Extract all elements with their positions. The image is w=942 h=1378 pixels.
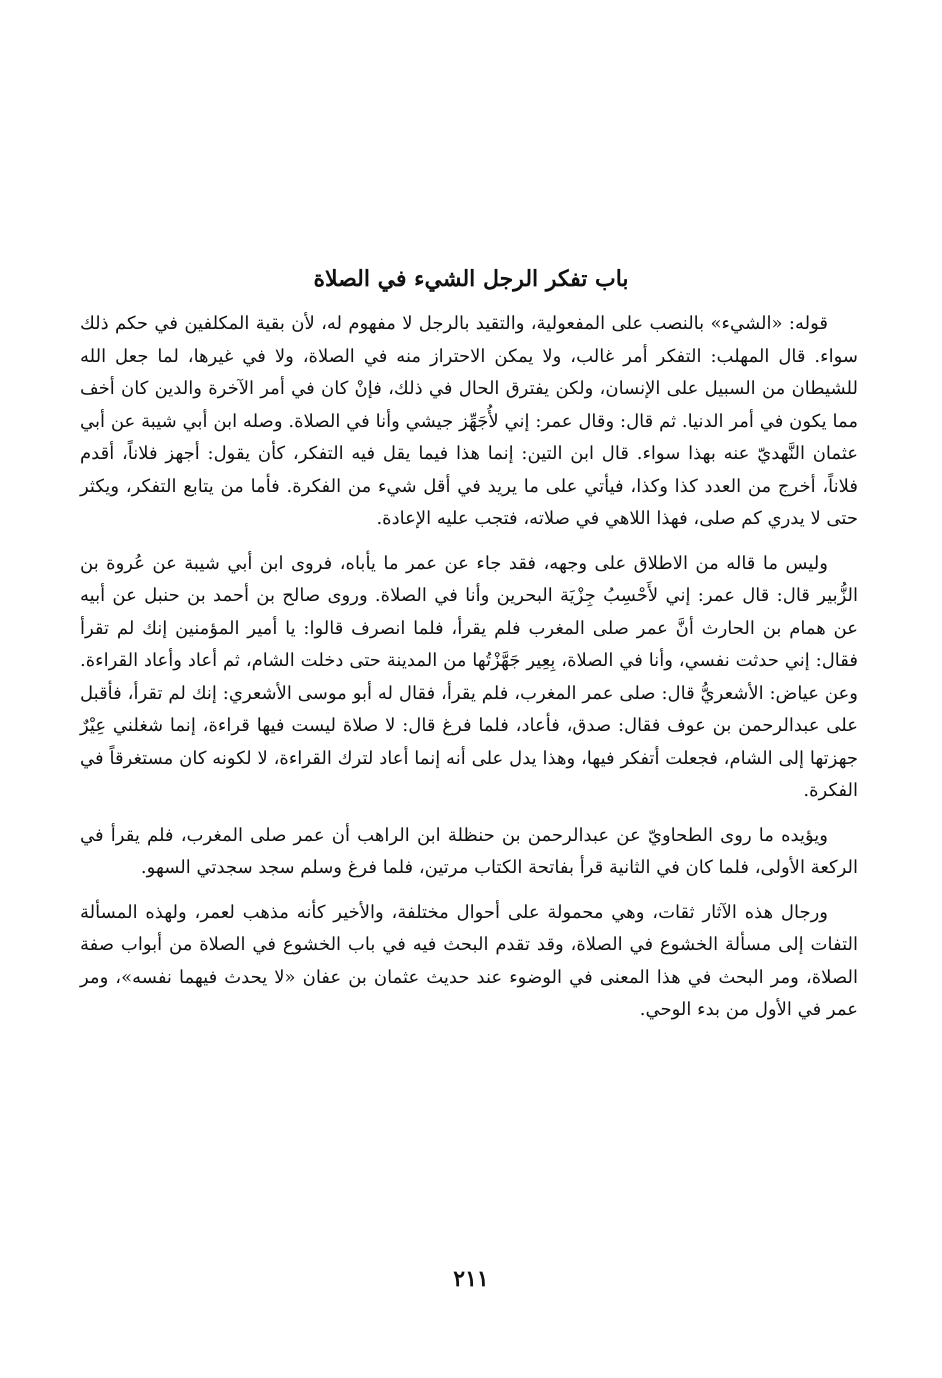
- paragraph-1: قوله: «الشيء» بالنصب على المفعولية، والتقيد بالرجل لا مفهوم له، لأن بقية المكلفين في حكم ذلك سواء. قال المهلب: التفكر أمر غالب، ولا يمكن الاحتراز منه في الصلاة، ولا في غيرها، لما جعل الله للشيطان من السبيل على الإنسان، ولكن يفترق الحال في ذلك، فإنْ كان في أمر الآخرة والدين كان أخف مما يكون في أمر الدنيا. ثم قال: وقال عمر: إني لأُجَهِّز جيشي وأنا في الصلاة. وصله ابن أبي شيبة عن أبي عثمان النَّهديّ عنه بهذا سواء. قال ابن التين: إنما هذا فيما يقل فيه التفكر، كأن يقول: أجهز فلاناً، أقدم فلاناً، أخرج من العدد كذا وكذا، فيأتي على ما يريد في أقل شيء من الفكرة. فأما من يتابع التفكر، ويكثر حتى لا يدري كم صلى، فهذا اللاهي في صلاته، فتجب عليه الإعادة.: [80, 313, 858, 529]
- page-number: ٢١١: [453, 1266, 489, 1292]
- chapter-title: باب تفكر الرجل الشيء في الصلاة: [313, 266, 629, 292]
- paragraph-2: وليس ما قاله من الاطلاق على وجهه، فقد جاء عن عمر ما يأباه، فروى ابن أبي شيبة عن عُروة بن الزُّبير قال: قال عمر: إني لأَحْسِبُ جِزْيَة البحرين وأنا في الصلاة. وروى صالح بن أحمد بن حنبل عن أبيه عن همام بن الحارث أنَّ عمر صلى المغرب فلم يقرأ، فلما انصرف قالوا: يا أمير المؤمنين إنك لم تقرأ فقال: إني حدثت نفسي، وأنا في الصلاة، بِعِير جَهَّزْتُها من المدينة حتى دخلت الشام، ثم أعاد وأعاد القراءة. وعن عياض: الأشعريُّ قال: صلى عمر المغرب، فلم يقرأ، فقال له أبو موسى الأشعري: إنك لم تقرأ، فأقبل على عبدالرحمن بن عوف فقال: صدق، فأعاد، فلما فرغ قال: لا صلاة ليست فيها قراءة، إنما شغلني عِيْرٌ جهزتها إلى الشام، فجعلت أتفكر فيها، وهذا يدل على أنه إنما أعاد لترك القراءة، لا لكونه كان مستغرقاً في الفكرة.: [80, 552, 858, 801]
- paragraph-4: ورجال هذه الآثار ثقات، وهي محمولة على أحوال مختلفة، والأخير كأنه مذهب لعمر، ولهذه المسألة التفات إلى مسألة الخشوع في الصلاة، وقد تقدم البحث فيه في باب الخشوع في الصلاة من أبواب صفة الصلاة، ومر البحث في هذا المعنى في الوضوء عند حديث عثمان بن عفان «لا يحدث فيهما نفسه»، ومر عمر في الأول من بدء الوحي.: [80, 901, 858, 1020]
- body-text: [80, 308, 858, 1039]
- paragraph-3: ويؤيده ما روى الطحاويّ عن عبدالرحمن بن حنظلة ابن الراهب أن عمر صلى المغرب، فلم يقرأ في الركعة الأولى، فلما كان في الثانية قرأ بفاتحة الكتاب مرتين، فلما فرغ وسلم سجد سجدتي السهو.: [80, 824, 858, 878]
